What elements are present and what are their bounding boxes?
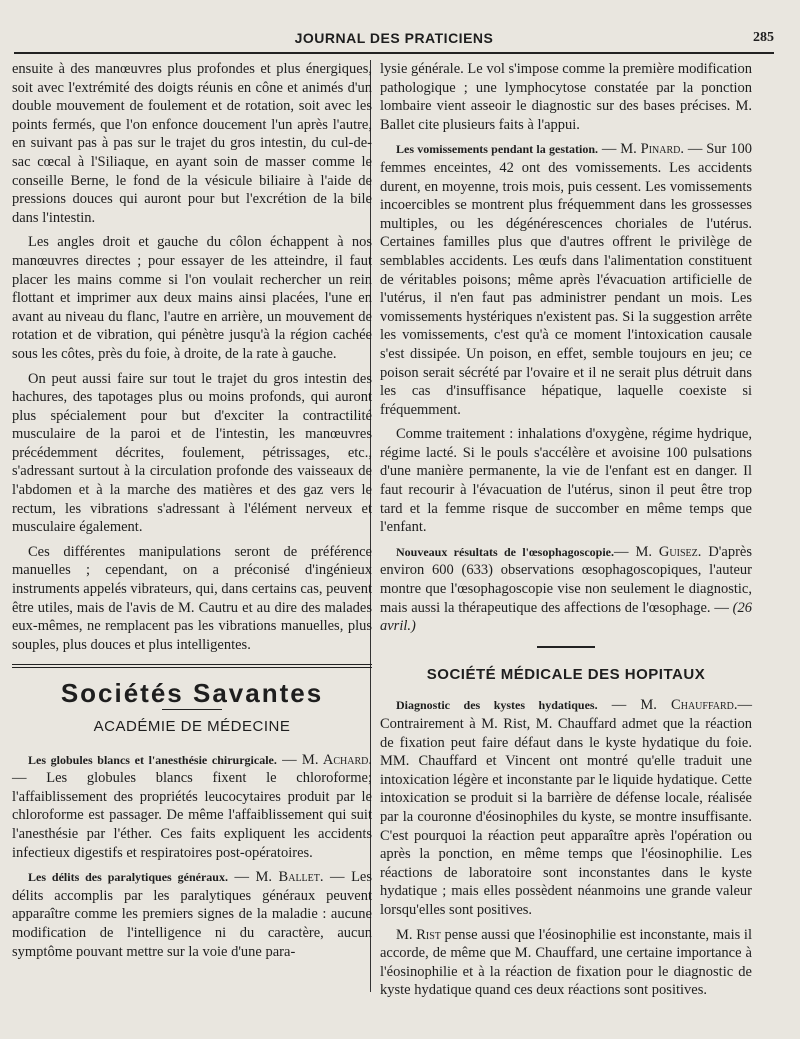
left-column [12, 60, 372, 967]
section-rule [12, 664, 372, 668]
paragraph: Les angles droit et gauche du côlon échappent à nos manœuvres directes ; pour essayer de les atteindre, il faut placer les mains comme si l'on voulait rechercher un rein flottant et imprimer aux deux mains ainsi placées, l'une en avant au niveau du flanc, l'autre en arrière, un mouvement de rotation et de vibration, qui pénètre jusqu'à la région cachée sous les côtes, près du foie, à droite, de la rate à gauche. [12, 234, 372, 362]
article-text: pense aussi que l'éosinophilie est inconstante, mais il accorde, de même que M. Chauffard, une certaine importance à l'éosinophilie et à la réaction de fixation pour le diagnostic de kyste hydatique quand ces deux réactions sont positives. [380, 926, 752, 999]
article-delits: Les délits des paralytiques généraux. — M. Ballet. — Les délits accomplis par les paralytiques généraux peuvent apparaître comme les premiers signes de la maladie : aucune modification de l'intelligence ni du caractère, aucun symptôme pouvant mettre sur la voie d'une para- [12, 869, 373, 960]
academie-heading: ACADÉMIE DE MÉDECINE [93, 718, 291, 735]
article-globules: Les globules blancs et l'anesthésie chirurgicale. — M. Achard. — Les globules blancs fixent le chloroforme; l'affaiblissement des propriétés leucocytaires produit par le chloroforme est passager. De même l'affaiblissement qui suit l'anesthésie par l'éther. Ces faits expliquent les accidents infectieux digestifs et respiratoires post-opératoires. [12, 751, 373, 861]
header-rule [14, 52, 774, 54]
short-rule [537, 646, 595, 648]
article-text: — Les délits accomplis par les paralytiques généraux peuvent apparaître comme les premiers signes de la maladie : aucune modification de l'intelligence ni du caractère, aucun symptôme pouvant mettre sur la voie d'une para- [12, 869, 373, 960]
paragraph: ensuite à des manœuvres plus profondes et plus énergiques, soit avec l'extrémité des doigts réunis en cône et animés d'un double mouvement de foulement et de rotation, soit avec les points fermés, que l'on enfonce doucement l'un après l'autre, en suivant pas à pas sur le trajet du gros intestin, du cul-de-sac cœcal à l'Siliaque, en ayant soin de masser comme le conseille Berne, le fond de la vésicule biliaire à l'aide de pressions douces qui auront pour but l'excrétion de la bile dans l'intestin. [12, 61, 372, 226]
article-author: M. Rist [396, 926, 441, 943]
article-head: Les globules blancs et l'anesthésie chirurgicale. [28, 752, 277, 767]
article-author: M. Ballet. [255, 869, 324, 886]
right-column [380, 60, 752, 1006]
article-head: Les délits des paralytiques généraux. [28, 870, 228, 885]
short-rule [162, 709, 222, 710]
article-vomissements: Les vomissements pendant la gestation. — M. Pinard. — Sur 100 femmes enceintes, 42 ont des vomissements. Les accidents durent, en moyenne, trois mois, puis cessent. Les vomissements incoercibles se montrent plus fréquemment dans les grossesses multiples, ou les dégénérescences choriales de l'utérus. Certaines familles plus que d'autres offrent le privilège de semblables accidents. Les œufs dans l'alimentation constituent de véritables poisons; même après l'évacuation artificielle de l'utérus, il n'en faut pas administrer pendant un mois. Les vomissements hystériques n'existent pas. Si la suggestion arrête les vomissements, c'est qu'à ce moment l'intoxication causale s'est dissipée. Un poison, en effet, semble toujours en jeu; ce poison serait sécrété par l'ovaire et il ne serait plus détruit dans les cas d'insuffisance hépatique, laquelle coexiste si fréquemment. [380, 141, 753, 418]
journal-title: JOURNAL DES PRATICIENS [294, 30, 494, 46]
article-text: — Les globules blancs fixent le chloroforme; l'affaiblissement des propriétés leucocytaires produit par le chloroforme est passager. De même l'affaiblissement qui suit l'anesthésie par l'éther. Ces faits expliquent les accidents infectieux digestifs et respiratoires post-opératoires. [12, 770, 372, 861]
article-author: M. Guisez. [635, 543, 702, 560]
article-head: Nouveaux résultats de l'œsophagoscopie. [396, 544, 614, 559]
article-text: — Sur 100 femmes enceintes, 42 ont des vomissements. Les accidents durent, en moyenne, trois mois, puis cessent. Les vomissements incoercibles se montrent plus fréquemment dans les grossesses multiples, ou les dégénérescences choriales de l'utérus. Certaines familles plus que d'autres offrent le privilège de semblables accidents. Les œufs dans l'alimentation constituent de véritables poisons; même après l'évacuation artificielle de l'utérus, il n'en faut pas administrer pendant un mois. Les vomissements hystériques n'existent pas. Si la suggestion arrête les vomissements, c'est qu'à ce moment l'intoxication causale s'est dissipée. Un poison, en effet, semble toujours en jeu; ce poison serait sécrété par l'ovaire et il ne serait plus détruit dans les cas d'insuffisance hépatique, laquelle coexiste si fréquemment. [380, 141, 753, 418]
societes-heading: Sociétés Savantes [60, 678, 324, 709]
article-author: M. Chauffard. [640, 697, 738, 714]
article-text: D'après environ 600 (633) observations œsophagoscopiques, l'auteur montre que l'œsophagoscopie vise non seulement le diagnostic, mais aussi la thérapeutique des affections de l'œsophage. — [380, 543, 752, 616]
article-author: M. Pinard. [620, 141, 684, 158]
article-oesophagoscopie: Nouveaux résultats de l'œsophagoscopie.— M. Guisez. D'après environ 600 (633) observations œsophagoscopiques, l'auteur montre que l'œsophagoscopie vise non seulement le diagnostic, mais aussi la thérapeutique des affections de l'œsophage. — (26 avril.) [380, 543, 752, 635]
societe-medicale-heading: SOCIÉTÉ MÉDICALE DES HOPITAUX [426, 665, 706, 683]
article-head: Diagnostic des kystes hydatiques. [396, 698, 598, 713]
paragraph: Comme traitement : inhalations d'oxygène, régime hydrique, régime lacté. Si le pouls s'accélère et avoisine 100 pulsations d'une manière permanente, la vie de l'enfant est en danger. Il faut recourir à l'évacuation de l'utérus, sinon il peut être trop tard et la femme risque de succomber en même temps que l'enfant. [380, 426, 752, 536]
page-header [14, 28, 774, 54]
article-author: M. Achard. [301, 751, 373, 768]
paragraph: lysie générale. Le vol s'impose comme la première modification pathologique ; une lymphocytose constatée par la ponction lombaire vient asseoir le diagnostic sur des bases précises. M. Ballet cite plusieurs faits à l'appui. [380, 61, 752, 133]
article-rist [380, 926, 752, 1000]
article-head: Les vomissements pendant la gestation. [396, 142, 598, 157]
paragraph: On peut aussi faire sur tout le trajet du gros intestin des hachures, des tapotages plus ou moins profonds, qui auront plus spécialement pour but d'exciter la contractilité musculaire de la paroi et de l'intestin, les manœuvres précédemment décrites, foulement, pétrissages, etc., s'adressant surtout à la circulation profonde des vaisseaux de l'abdomen et à la marche des matières et des gaz vers le rectum, les vibrations s'adressant à l'élément nerveux et musculaire également. [12, 370, 372, 536]
article-text: — Contrairement à M. Rist, M. Chauffard admet que la réaction de fixation peut faire défaut dans le kyste hydatique du foie. MM. Chauffard et Vincent ont montré qu'elle traduit une intoxication légère et inconstante par le liquide hydatique. Cette intoxication se produit si la barrière de défense locale, réalisée par la couronne d'éosinophiles du kyste, se montre insuffisante. C'est pourquoi la réaction peut apparaître après l'opération ou après la ponction, en même temps que l'éosinophilie. Les réactions de laboratoire sont inconstantes dans le kyste hydatique ; mais elles possèdent néanmoins une grande valeur lorsqu'elles sont positives. [380, 697, 753, 918]
paragraph: Ces différentes manipulations seront de préférence manuelles ; cependant, on a préconisé d'ingénieux instruments appelés vibrateurs, qui, dans certains cas, peuvent être utiles, mais de l'avis de M. Cautru et au dire des malades eux-mêmes, ne remplacent pas les vibrations manuelles, plus souples, plus douces et plus intelligentes. [12, 543, 372, 653]
page-number: 285 [753, 30, 774, 45]
article-kystes: Diagnostic des kystes hydatiques. — M. Chauffard.— Contrairement à M. Rist, M. Chauffard admet que la réaction de fixation peut faire défaut dans le kyste hydatique du foie. MM. Chauffard et Vincent ont montré qu'elle traduit une intoxication légère et inconstante par le liquide hydatique. Cette intoxication se produit si la barrière de défense locale, réalisée par la couronne d'éosinophiles du kyste, se montre insuffisante. C'est pourquoi la réaction peut apparaître après l'opération ou après la ponction, en même temps que l'éosinophilie. Les réactions de laboratoire sont inconstantes dans le kyste hydatique ; mais elles possèdent néanmoins une grande valeur lorsqu'elles sont positives. [380, 697, 753, 918]
article-date: (26 avril.) [380, 599, 752, 635]
